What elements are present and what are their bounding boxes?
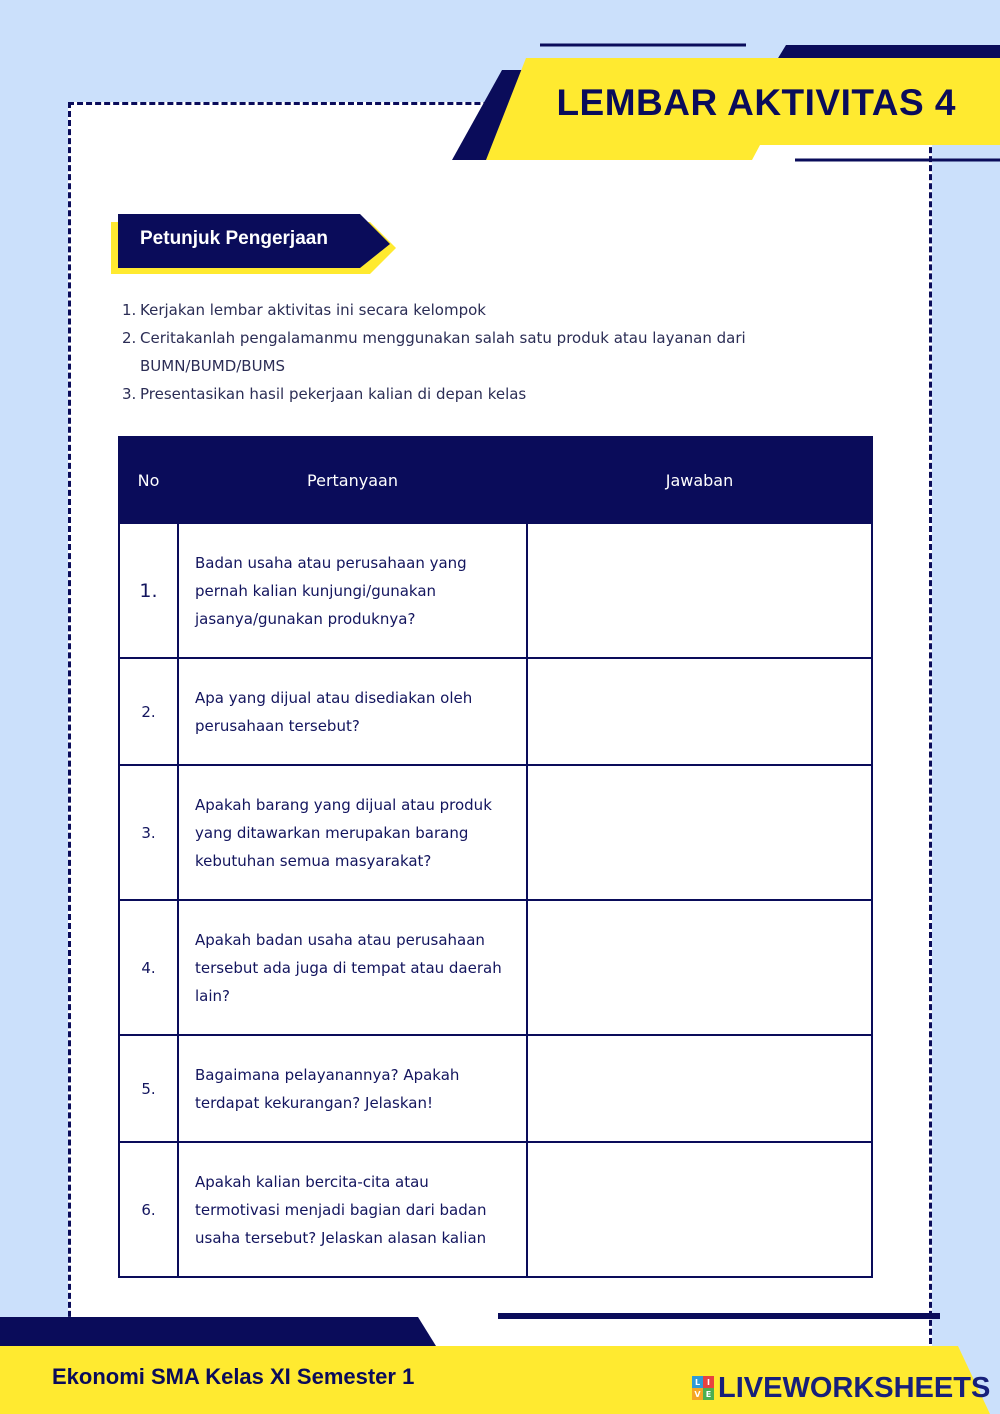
instruction-item: 2. Ceritakanlah pengalamanmu menggunakan salah satu produk atau layanan dari BUMN/BUMD/BUMS [122,329,746,375]
instructions-heading: Petunjuk Pengerjaan [140,228,328,249]
row-question: Badan usaha atau perusahaan yang pernah kalian kunjungi/gunakan jasanya/gunakan produknya? [178,523,527,658]
row-question: Apa yang dijual atau disediakan oleh perusahaan tersebut? [178,658,527,765]
table-row [119,900,872,1035]
table-row [119,1035,872,1142]
answer-cell[interactable] [527,765,872,900]
table-row [119,765,872,900]
row-question: Bagaimana pelayanannya? Apakah terdapat kekurangan? Jelaskan! [178,1035,527,1142]
question-table [118,436,873,1278]
instruction-item: 3. Presentasikan hasil pekerjaan kalian di depan kelas [122,385,527,403]
header-answer: Jawaban [527,437,872,523]
row-number: 3. [119,765,178,900]
table-row [119,658,872,765]
answer-cell[interactable] [527,1142,872,1277]
answer-cell[interactable] [527,900,872,1035]
answer-cell[interactable] [527,1035,872,1142]
instructions-list [120,296,800,408]
table-row [119,523,872,658]
worksheet-title: LEMBAR AKTIVITAS 4 [556,82,956,123]
footer-subject: Ekonomi SMA Kelas XI Semester 1 [52,1364,415,1389]
instruction-item: 1. Kerjakan lembar aktivitas ini secara kelompok [122,301,486,319]
row-question: Apakah kalian bercita-cita atau termotivasi menjadi bagian dari badan usaha tersebut? Jelaskan alasan kalian [178,1142,527,1277]
row-number: 4. [119,900,178,1035]
row-number: 5. [119,1035,178,1142]
row-number: 2. [119,658,178,765]
answer-cell[interactable] [527,523,872,658]
brand-logo[interactable] [692,1370,990,1406]
row-question: Apakah badan usaha atau perusahaan tersebut ada juga di tempat atau daerah lain? [178,900,527,1035]
answer-cell[interactable] [527,658,872,765]
header-no: No [119,437,178,523]
row-question: Apakah barang yang dijual atau produk yang ditawarkan merupakan barang kebutuhan semua masyarakat? [178,765,527,900]
liveworksheets-icon: L I V E [692,1376,714,1400]
table-row [119,1142,872,1277]
table-header-row [119,437,872,523]
row-number: 1. [119,523,178,658]
row-number: 6. [119,1142,178,1277]
header-question: Pertanyaan [178,437,527,523]
brand-name: LIVEWORKSHEETS [718,1371,991,1404]
